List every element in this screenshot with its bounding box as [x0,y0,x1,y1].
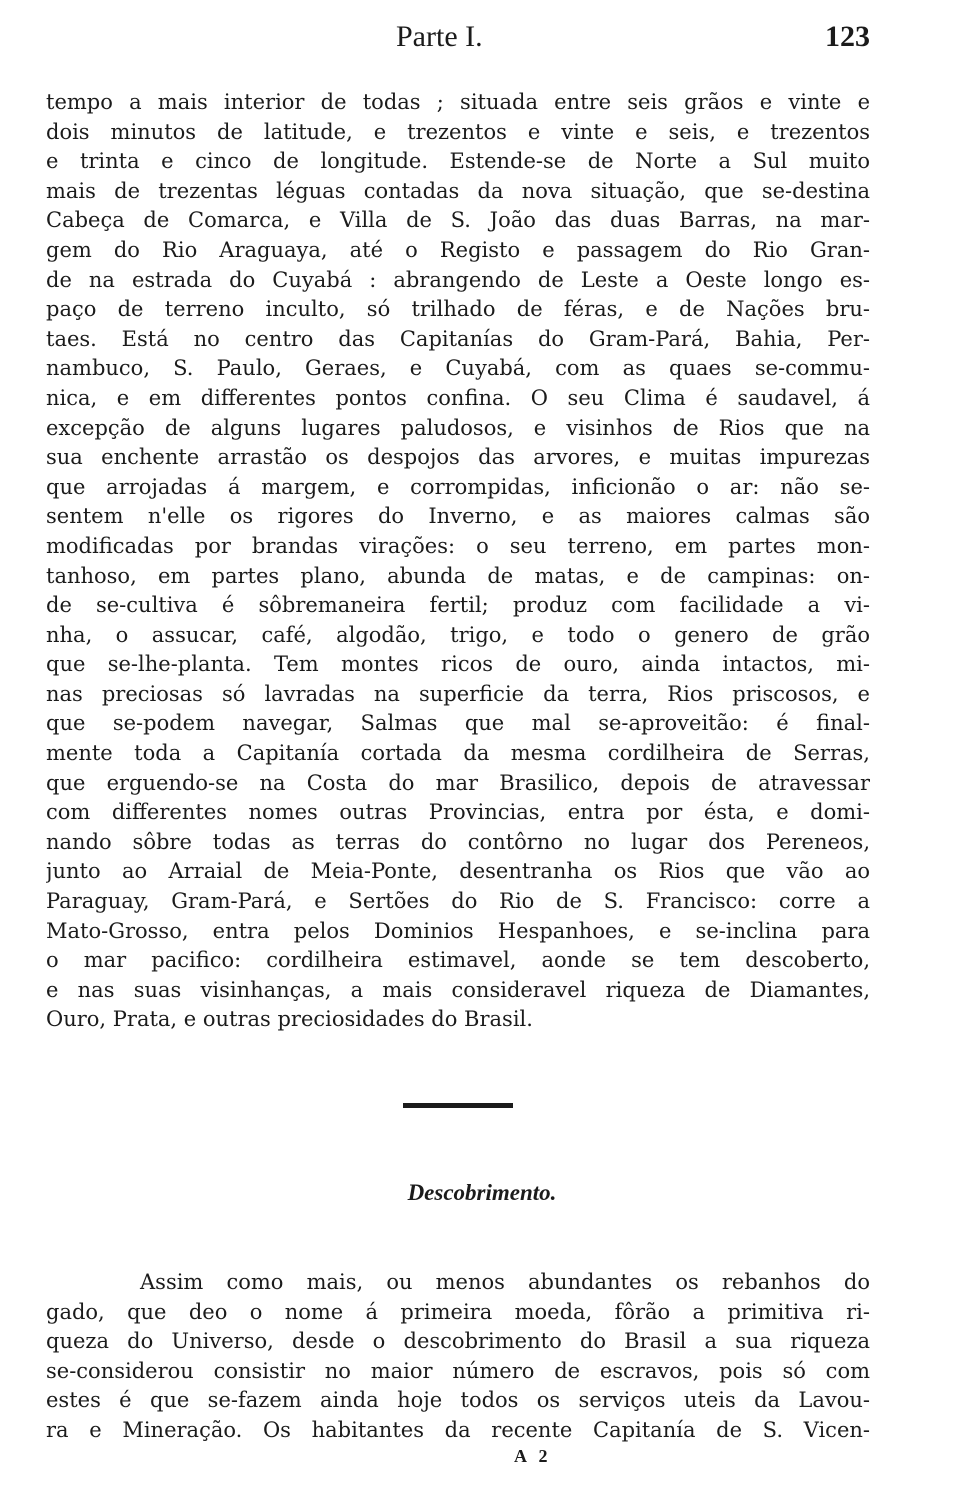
text-line: taes. Está no centro das Capitanías do Gram-Pará, Bahia, Per- [46,326,870,351]
text-line: excepção de alguns lugares paludosos, e visinhos de Rios que na [46,415,870,440]
text-line: que se-lhe-planta. Tem montes ricos de ouro, ainda intactos, mi- [46,652,870,677]
text-line: nambuco, S. Paulo, Geraes, e Cuyabá, com as quaes se-commu- [46,356,870,381]
text-line: com differentes nomes outras Provincias, entra por ésta, e domi- [46,800,870,825]
section-heading: Descobrimento. [407,1180,557,1205]
text-line: mente toda a Capitanía cortada da mesma cordilheira de Serras, [46,741,870,766]
text-line: gem do Rio Araguaya, até o Registo e passagem do Rio Gran- [46,237,870,262]
text-line: sua enchente arrastão os despojos das arvores, e muitas impurezas [46,445,870,470]
printer-signature-mark: A 2 [514,1446,552,1466]
text-line: ra e Mineração. Os habitantes da recente Capitanía de S. Vicen- [46,1417,870,1442]
text-line: Assim como mais, ou menos abundantes os rebanhos do [140,1270,870,1294]
text-line: estes é que se-fazem ainda hoje todos os serviços uteis da Lavou- [46,1388,870,1413]
text-line: e trinta e cinco de longitude. Estende-se de Norte a Sul muito [46,149,870,174]
text-line: de se-cultiva é sôbremaneira fertil; produz com facilidade a vi- [46,593,870,618]
text-line: nas preciosas só lavradas na superficie da terra, Rios priscosos, e [46,681,870,706]
text-line: queza do Universo, desde o descobrimento do Brasil a sua riqueza [46,1329,870,1354]
text-line: Ouro, Prata, e outras preciosidades do Brasil. [46,1007,533,1032]
text-line: nando sôbre todas as terras do contôrno no lugar dos Pereneos, [46,829,870,854]
running-head-title: Parte I. [396,20,483,53]
running-head [46,20,870,64]
text-line: se-considerou consistir no maior número de escravos, pois só com [46,1358,870,1383]
text-line: Paraguay, Gram-Pará, e Sertões do Rio de S. Francisco: corre a [46,889,870,914]
page-number: 123 [825,20,870,53]
text-line: sentem n'elle os rigores do Inverno, e as maiores calmas são [46,504,870,529]
text-line: modificadas por brandas virações: o seu terreno, em partes mon- [46,533,870,558]
text-line: Mato-Grosso, entra pelos Dominios Hespanhoes, e se-inclina para [46,918,870,943]
text-line: paço de terreno inculto, só trilhado de féras, e de Nações bru- [46,297,870,322]
text-line: Cabeça de Comarca, e Villa de S. João das duas Barras, na mar- [46,208,870,233]
text-line: que erguendo-se na Costa do mar Brasilico, depois de atravessar [46,770,870,795]
text-line: nica, e em differentes pontos confina. O seu Clima é saudavel, á [46,385,870,410]
text-line: que se-podem navegar, Salmas que mal se-aproveitão: é final- [46,711,870,736]
paragraph-descobrimento [46,1268,870,1446]
text-line: junto ao Arraial de Meia-Ponte, desentranha os Rios que vão ao [46,859,870,884]
section-divider-rule [403,1103,513,1108]
text-line: tempo a mais interior de todas ; situada entre seis grãos e vinte e [46,90,870,114]
text-line: mais de trezentas léguas contadas da nova situação, que se-destina [46,178,870,203]
text-line: dois minutos de latitude, e trezentos e vinte e seis, e trezentos [46,119,870,144]
text-line: que arrojadas á margem, e corrompidas, inficionão o ar: não se- [46,474,870,499]
text-line: o mar pacifico: cordilheira estimavel, aonde se tem descoberto, [46,948,870,973]
text-line: tanhoso, em partes plano, abunda de matas, e de campinas: on- [46,563,870,588]
text-line: nha, o assucar, café, algodão, trigo, e todo o genero de grão [46,622,870,647]
text-line: de na estrada do Cuyabá : abrangendo de Leste a Oeste longo es- [46,267,870,292]
text-line: gado, que deo o nome á primeira moeda, fôrão a primitiva ri- [46,1299,870,1324]
paragraph-capitania-description [46,88,870,1035]
text-line: e nas suas visinhanças, a mais consideravel riqueza de Diamantes, [46,977,870,1002]
